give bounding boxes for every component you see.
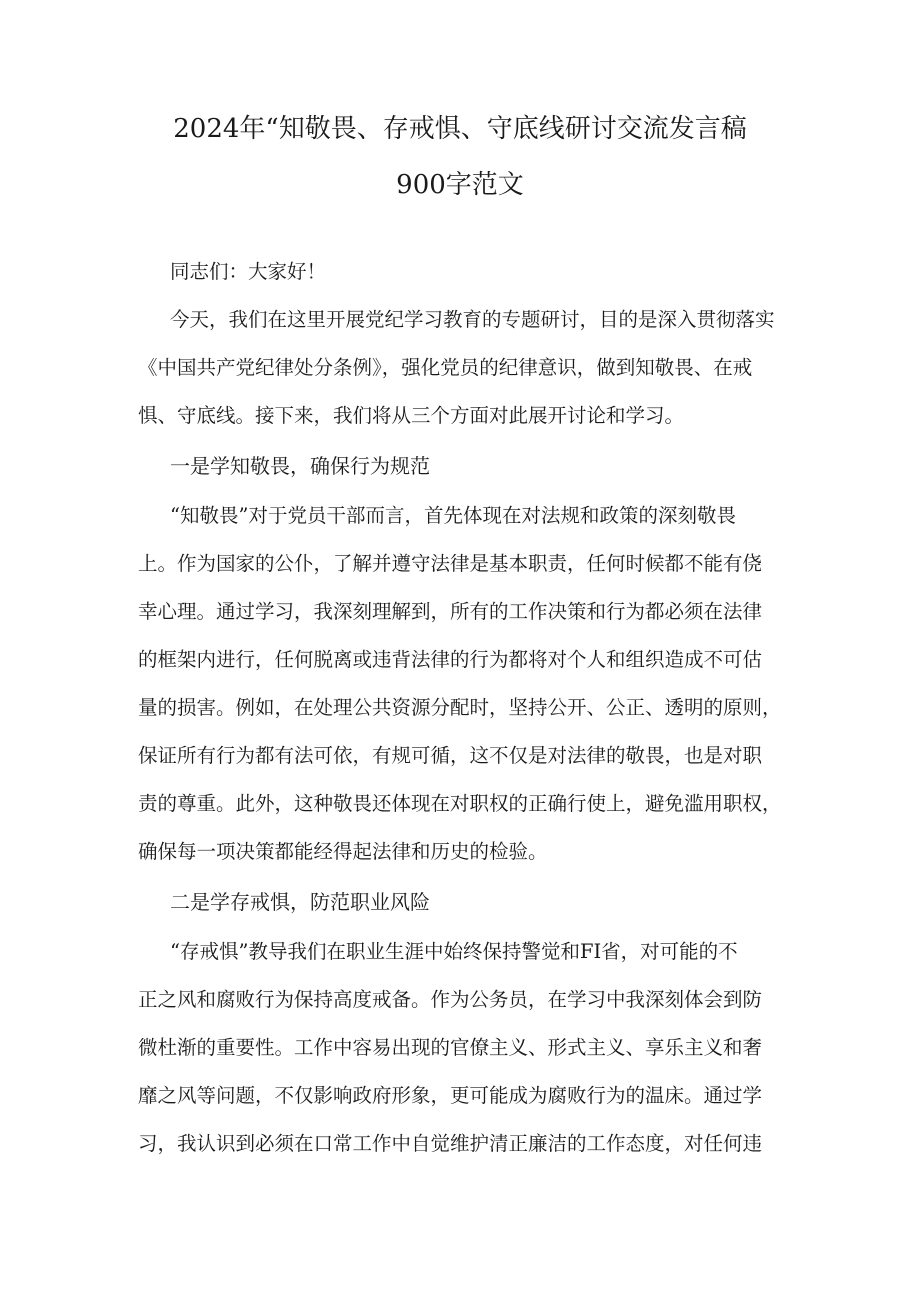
section-2-line: 习，我认识到必须在口常工作中自觉维护清正廉洁的工作态度，对任何违 — [138, 1132, 763, 1155]
intro-line: 《中国共产党纪律处分条例》，强化党员的纪律意识，做到知敬畏、在戒 — [138, 356, 753, 379]
section-2-line: “存戒惧”教导我们在职业生涯中始终保持警觉和FI省，对可能的不 — [170, 940, 738, 963]
section-2-line: 正之风和腐败行为保持高度戒备。作为公务员，在学习中我深刻体会到防 — [138, 988, 763, 1011]
section-1-line: 上。作为国家的公仆，了解并遵守法律是基本职责，任何时候都不能有侥 — [138, 552, 763, 575]
section-1-line: 责的尊重。此外，这种敬畏还体现在对职权的正确行使上，避免滥用职权， — [138, 792, 782, 815]
document-title-line-1: 2024年“知敬畏、存戒惧、守底线研讨交流发言稿 — [173, 114, 747, 144]
section-2-heading: 二是学存戒惧，防范职业风险 — [170, 890, 430, 914]
section-1-line: 确保每一项决策都能经得起法律和历史的检验。 — [138, 840, 548, 863]
section-1-heading: 一是学知敬畏，确保行为规范 — [170, 454, 430, 478]
document-title-line-2: 900字范文 — [396, 170, 524, 200]
section-1-line: 量的损害。例如，在处理公共资源分配时，坚持公开、公正、透明的原则， — [138, 696, 782, 719]
intro-line: 今天，我们在这里开展党纪学习教育的专题研讨，目的是深入贯彻落实 — [170, 308, 775, 331]
section-1-line: “知敬畏”对于党员干部而言，首先体现在对法规和政策的深刻敬畏 — [170, 504, 736, 527]
section-1-line: 幸心理。通过学习，我深刻理解到，所有的工作决策和行为都必须在法律 — [138, 600, 763, 623]
intro-line: 惧、守底线。接下来，我们将从三个方面对此展开讨论和学习。 — [138, 404, 685, 427]
section-1-line: 的框架内进行，任何脱离或违背法律的行为都将对个人和组织造成不可估 — [138, 648, 763, 671]
section-2-line: 靡之风等问题，不仅影响政府形象，更可能成为腐败行为的温床。通过学 — [138, 1084, 763, 1107]
section-1-line: 保证所有行为都有法可依，有规可循，这不仅是对法律的敬畏，也是对职 — [138, 744, 763, 767]
section-2-line: 微杜渐的重要性。工作中容易出现的官僚主义、形式主义、享乐主义和奢 — [138, 1036, 763, 1059]
greeting: 同志们：大家好！ — [170, 260, 327, 283]
